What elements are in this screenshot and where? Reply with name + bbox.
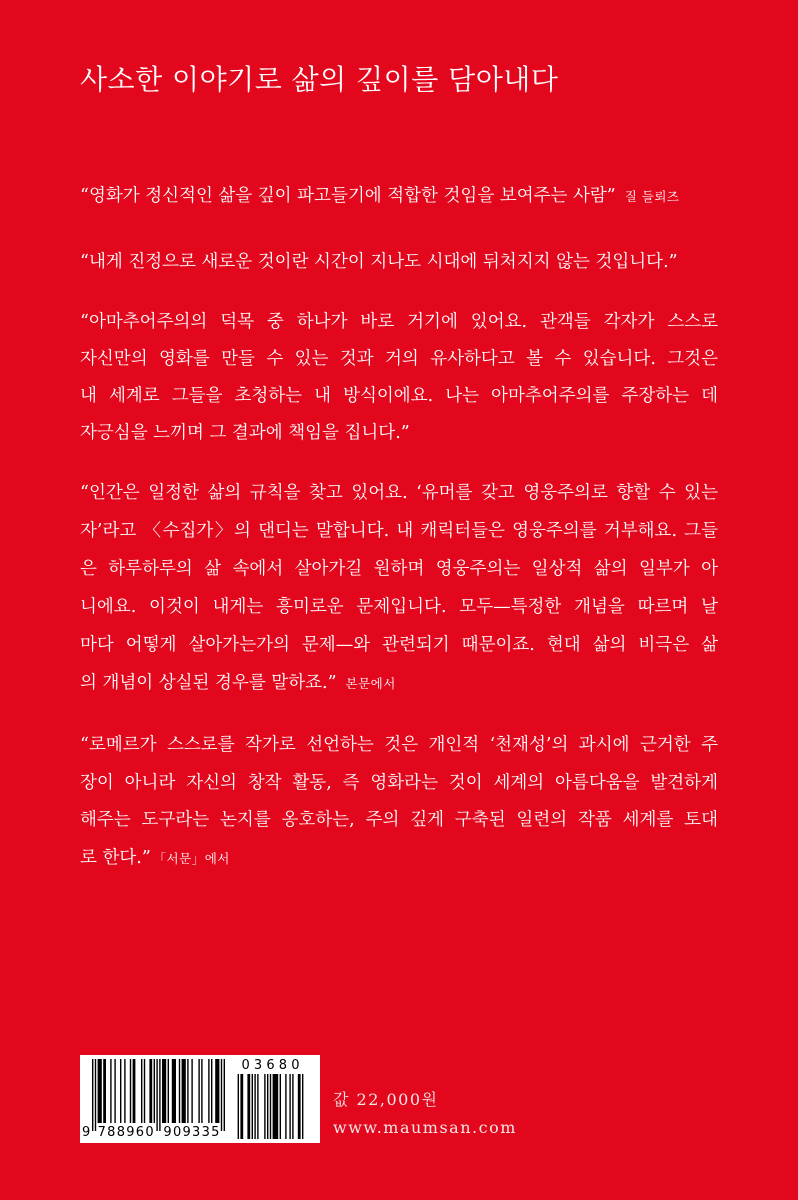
barcode-bar — [159, 1059, 160, 1131]
barcode-left-digits: 788960 — [97, 1125, 154, 1140]
barcode-bar — [120, 1059, 121, 1123]
quote-text: “영화가 정신적인 삶을 깊이 파고들기에 적합한 것임을 보여주는 사람” — [80, 186, 616, 206]
barcode-bar — [141, 1059, 142, 1123]
quote-line: 마다 어떻게 살아가는가의 문제—와 관련되기 때문이죠. 현대 삶의 비극은 삶 — [80, 635, 718, 655]
quote-text: 로 한다.” — [80, 847, 151, 868]
barcode-bar — [182, 1059, 186, 1123]
barcode-addon-bars — [238, 1074, 304, 1139]
barcode-bar — [240, 1074, 243, 1139]
barcode-bar — [103, 1059, 106, 1123]
quote-source: 질 들뢰즈 — [624, 189, 680, 204]
quote-line — [80, 664, 718, 703]
quote-line — [80, 840, 718, 878]
barcode-bar — [292, 1074, 293, 1139]
barcode-bar — [187, 1059, 188, 1123]
barcode-bar — [215, 1059, 219, 1123]
quote-line: 은 하루하루의 삶 속에서 살아가길 원하며 영웅주의는 일상적 삶의 일부가 아 — [80, 559, 718, 579]
price-label: 값 22,000원 — [333, 1090, 439, 1109]
barcode-bar — [162, 1059, 166, 1123]
barcode-bar — [124, 1059, 125, 1123]
barcode-bar — [168, 1059, 169, 1123]
barcode-bar — [298, 1074, 301, 1139]
barcode-bar — [198, 1059, 199, 1123]
quote-source: 「서문」에서 — [159, 850, 230, 866]
quote-text: 의 개념이 상실된 경우를 말하죠.” — [80, 673, 337, 693]
barcode-bar — [264, 1074, 265, 1139]
barcode-bar — [156, 1059, 157, 1131]
barcode-bar — [144, 1059, 145, 1123]
barcode-bar — [267, 1074, 268, 1139]
quote-line: 자신만의 영화를 만들 수 있는 것과 거의 유사하다고 볼 수 있습니다. 그것은 — [80, 349, 718, 369]
quote-source: 본문에서 — [345, 676, 396, 691]
barcode-bar — [114, 1059, 115, 1123]
barcode-bar — [110, 1059, 111, 1123]
quote-line — [80, 177, 718, 216]
barcode-bar — [172, 1059, 176, 1123]
barcode-bar — [211, 1059, 212, 1123]
quote-line: 해주는 도구라는 논지를 옹호하는, 주의 깊게 구축된 일련의 작품 세계를 토대 — [80, 810, 718, 830]
barcode-bar — [252, 1074, 253, 1139]
quote-block — [80, 474, 718, 703]
quote-block — [80, 177, 718, 216]
quote-line: “아마추어주의의 덕목 중 하나가 바로 거기에 있어요. 관객들 각자가 스스로 — [80, 312, 718, 332]
quote-line: “인간은 일정한 삶의 규칙을 찾고 있어요. ‘유머를 갖고 영웅주의로 향할 수 있는 — [80, 483, 718, 503]
website-url: www.maumsan.com — [333, 1118, 517, 1137]
quote-line: 니에요. 이것이 내게는 흥미로운 문제입니다. 모두—특정한 개념을 따르며 날 — [80, 597, 718, 617]
barcode-bar — [280, 1074, 281, 1139]
barcode-bar — [201, 1059, 202, 1123]
barcode-bar — [254, 1074, 255, 1139]
barcode-label — [80, 1055, 320, 1143]
barcode-bar — [130, 1059, 131, 1123]
quote-block — [80, 243, 718, 281]
barcode-bar — [302, 1074, 303, 1139]
barcode-first-digit: 9 — [82, 1125, 91, 1140]
barcode-bar — [92, 1059, 93, 1131]
barcode-bar — [191, 1059, 192, 1123]
quote-block — [80, 727, 718, 877]
barcode-bar — [133, 1059, 136, 1123]
quote-line: 자긍심을 느끼며 그 결과에 책임을 집니다.” — [80, 423, 410, 443]
headline: 사소한 이야기로 삶의 깊이를 담아내다 — [80, 63, 559, 96]
quote-line: 내 세계로 그들을 초청하는 내 방식이에요. 나는 아마추어주의를 주장하는 데 — [80, 386, 718, 406]
barcode-bar — [270, 1074, 271, 1139]
quote-line: “로메르가 스스로를 작가로 선언하는 것은 개인적 ‘천재성’의 과시에 근거한 주 — [80, 735, 718, 755]
barcode-bar — [247, 1074, 250, 1139]
barcode-main-bars — [92, 1059, 225, 1131]
barcode-bar — [98, 1059, 102, 1123]
quote-block — [80, 304, 718, 452]
barcode-bar — [179, 1059, 180, 1123]
barcode-bar — [154, 1059, 155, 1123]
barcode-bar — [149, 1059, 152, 1123]
barcode — [80, 1055, 320, 1143]
barcode-bar — [238, 1074, 239, 1139]
barcode-bar — [257, 1074, 258, 1139]
barcode-bar — [285, 1074, 286, 1139]
quote-line: 장이 아니라 자신의 창작 활동, 즉 영화라는 것이 세계의 아름다움을 발견하게 — [80, 772, 718, 793]
barcode-bar — [95, 1059, 96, 1131]
barcode-bar — [221, 1059, 222, 1131]
barcode-addon-digits: 03680 — [241, 1058, 300, 1073]
quote-line: “내게 진정으로 새로운 것이란 시간이 지나도 시대에 뒤처지지 않는 것입니다.” — [80, 252, 678, 272]
barcode-bar — [208, 1059, 209, 1123]
barcode-bar — [224, 1059, 225, 1131]
quote-line: 자’라고 〈수집가〉의 댄디는 말합니다. 내 캐릭터들은 영웅주의를 거부해요. 그들 — [80, 521, 718, 541]
barcode-bar — [289, 1074, 290, 1139]
barcode-right-digits: 909335 — [163, 1125, 220, 1140]
barcode-bar — [273, 1074, 279, 1139]
